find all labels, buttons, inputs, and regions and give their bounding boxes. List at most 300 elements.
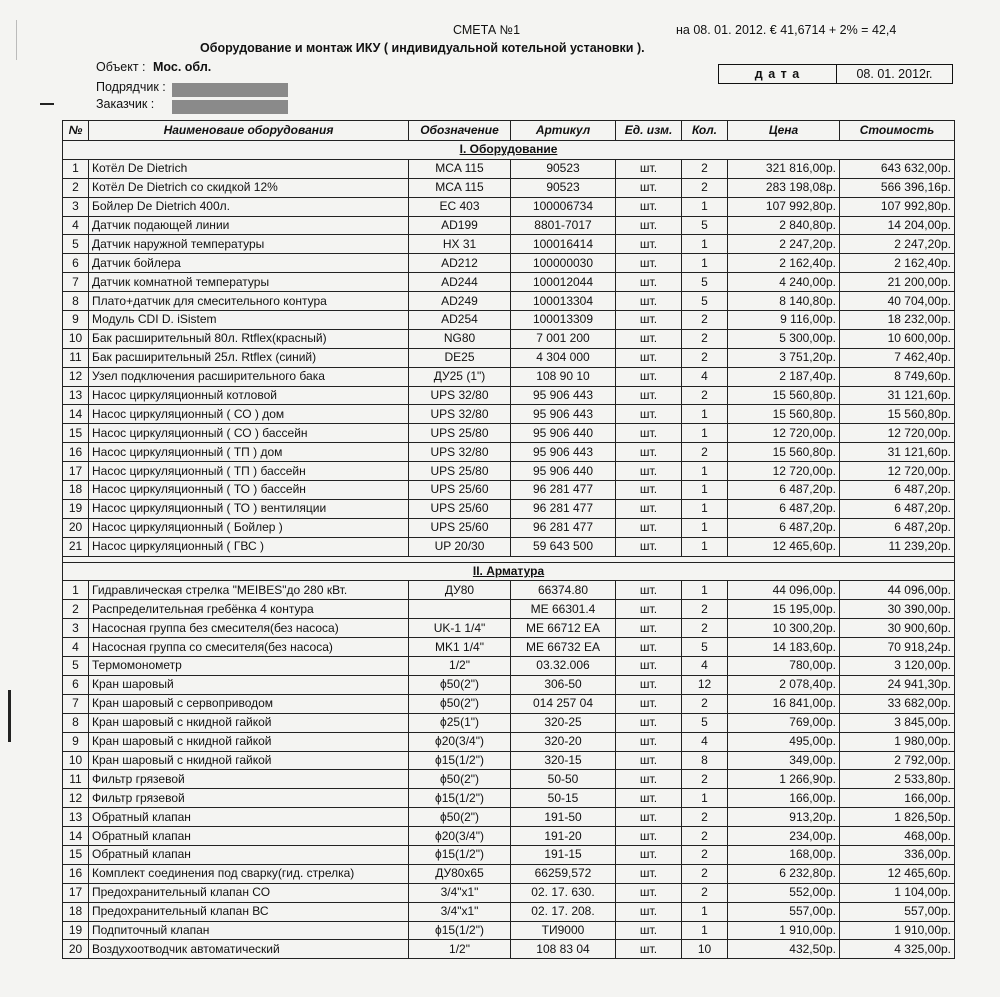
unit: шт. <box>616 462 682 481</box>
article: 95 906 443 <box>511 405 616 424</box>
price: 44 096,00р. <box>728 581 840 600</box>
row-number: 13 <box>63 386 89 405</box>
cost: 468,00р. <box>840 827 955 846</box>
cost: 1 826,50р. <box>840 808 955 827</box>
contractor-redacted <box>172 81 288 99</box>
unit: шт. <box>616 581 682 600</box>
item-name: Обратный клапан <box>89 808 409 827</box>
article: 50-15 <box>511 789 616 808</box>
row-number: 13 <box>63 808 89 827</box>
row-number: 2 <box>63 178 89 197</box>
col-header-unit: Ед. изм. <box>616 121 682 141</box>
designation: ϕ15(1/2") <box>409 845 511 864</box>
quantity: 2 <box>682 770 728 789</box>
unit: шт. <box>616 864 682 883</box>
item-name: Модуль CDI D. iSistem <box>89 311 409 330</box>
unit: шт. <box>616 443 682 462</box>
table-row <box>63 675 955 694</box>
estimate-table <box>62 120 955 959</box>
cost: 40 704,00р. <box>840 292 955 311</box>
quantity: 2 <box>682 883 728 902</box>
price: 168,00р. <box>728 845 840 864</box>
table-row <box>63 499 955 518</box>
quantity: 10 <box>682 940 728 959</box>
price: 6 232,80р. <box>728 864 840 883</box>
quantity: 2 <box>682 178 728 197</box>
unit: шт. <box>616 518 682 537</box>
row-number: 17 <box>63 883 89 902</box>
unit: шт. <box>616 405 682 424</box>
cost: 1 910,00р. <box>840 921 955 940</box>
article: 50-50 <box>511 770 616 789</box>
item-name: Кран шаровый с сервоприводом <box>89 694 409 713</box>
price: 107 992,80р. <box>728 197 840 216</box>
article: 320-20 <box>511 732 616 751</box>
table-row <box>63 518 955 537</box>
quantity: 2 <box>682 808 728 827</box>
item-name: Фильтр грязевой <box>89 789 409 808</box>
article: 191-20 <box>511 827 616 846</box>
article: 7 001 200 <box>511 329 616 348</box>
unit: шт. <box>616 499 682 518</box>
item-name: Комплект соединения под сварку(гид. стрелка) <box>89 864 409 883</box>
section-title: II. Арматура <box>63 562 955 581</box>
col-header-number: № <box>63 121 89 141</box>
item-name: Датчик бойлера <box>89 254 409 273</box>
table-row <box>63 713 955 732</box>
cost: 566 396,16р. <box>840 178 955 197</box>
cost: 2 792,00р. <box>840 751 955 770</box>
article: 66259,572 <box>511 864 616 883</box>
designation: 1/2" <box>409 657 511 676</box>
section-row <box>63 141 955 160</box>
table-row <box>63 827 955 846</box>
unit: шт. <box>616 273 682 292</box>
table-row <box>63 921 955 940</box>
article: 96 281 477 <box>511 481 616 500</box>
item-name: Обратный клапан <box>89 827 409 846</box>
price: 3 751,20р. <box>728 348 840 367</box>
item-name: Насос циркуляционный ( ГВС ) <box>89 537 409 556</box>
item-name: Датчик наружной температуры <box>89 235 409 254</box>
cost: 2 533,80р. <box>840 770 955 789</box>
table-row <box>63 732 955 751</box>
quantity: 5 <box>682 292 728 311</box>
article: 95 906 443 <box>511 443 616 462</box>
row-number: 1 <box>63 581 89 600</box>
table-row <box>63 845 955 864</box>
unit: шт. <box>616 883 682 902</box>
item-name: Кран шаровый с нкидной гайкой <box>89 751 409 770</box>
table-header-row <box>63 121 955 141</box>
price: 2 187,40р. <box>728 367 840 386</box>
price: 6 487,20р. <box>728 481 840 500</box>
price: 15 560,80р. <box>728 405 840 424</box>
quantity: 5 <box>682 273 728 292</box>
designation: UPS 25/60 <box>409 499 511 518</box>
quantity: 1 <box>682 902 728 921</box>
price: 432,50р. <box>728 940 840 959</box>
date-box <box>718 64 953 84</box>
designation <box>409 600 511 619</box>
designation: UPS 25/60 <box>409 518 511 537</box>
table-row <box>63 883 955 902</box>
row-number: 11 <box>63 348 89 367</box>
item-name: Насос циркуляционный ( ТП ) дом <box>89 443 409 462</box>
price: 2 162,40р. <box>728 254 840 273</box>
item-name: Насос циркуляционный ( ТП ) бассейн <box>89 462 409 481</box>
cost: 6 487,20р. <box>840 499 955 518</box>
table-row <box>63 902 955 921</box>
cost: 4 325,00р. <box>840 940 955 959</box>
object-value: Мос. обл. <box>153 60 212 74</box>
table-row <box>63 443 955 462</box>
cost: 1 980,00р. <box>840 732 955 751</box>
table-row <box>63 197 955 216</box>
designation: NG80 <box>409 329 511 348</box>
designation: 3/4"x1" <box>409 883 511 902</box>
row-number: 18 <box>63 902 89 921</box>
table-row <box>63 348 955 367</box>
cost: 3 120,00р. <box>840 657 955 676</box>
unit: шт. <box>616 827 682 846</box>
designation: 3/4"x1" <box>409 902 511 921</box>
designation: ϕ20(3/4") <box>409 732 511 751</box>
cost: 2 247,20р. <box>840 235 955 254</box>
article: 014 257 04 <box>511 694 616 713</box>
table-row <box>63 638 955 657</box>
price: 5 300,00р. <box>728 329 840 348</box>
table-row <box>63 254 955 273</box>
article: ME 66301.4 <box>511 600 616 619</box>
row-number: 8 <box>63 713 89 732</box>
row-number: 7 <box>63 694 89 713</box>
designation: EC 403 <box>409 197 511 216</box>
item-name: Воздухоотводчик автоматический <box>89 940 409 959</box>
quantity: 4 <box>682 367 728 386</box>
cost: 557,00р. <box>840 902 955 921</box>
col-header-price: Цена <box>728 121 840 141</box>
item-name: Насосная группа без смесителя(без насоса) <box>89 619 409 638</box>
designation: MCA 115 <box>409 178 511 197</box>
designation: UPS 25/80 <box>409 424 511 443</box>
designation: DE25 <box>409 348 511 367</box>
price: 2 078,40р. <box>728 675 840 694</box>
table-row <box>63 292 955 311</box>
price: 2 840,80р. <box>728 216 840 235</box>
cost: 12 720,00р. <box>840 462 955 481</box>
row-number: 6 <box>63 254 89 273</box>
cost: 336,00р. <box>840 845 955 864</box>
price: 12 720,00р. <box>728 424 840 443</box>
price: 321 816,00р. <box>728 159 840 178</box>
price: 349,00р. <box>728 751 840 770</box>
unit: шт. <box>616 178 682 197</box>
unit: шт. <box>616 789 682 808</box>
row-number: 18 <box>63 481 89 500</box>
price: 769,00р. <box>728 713 840 732</box>
article: 90523 <box>511 159 616 178</box>
price: 15 195,00р. <box>728 600 840 619</box>
item-name: Насос циркуляционный котловой <box>89 386 409 405</box>
unit: шт. <box>616 902 682 921</box>
cost: 166,00р. <box>840 789 955 808</box>
cost: 6 487,20р. <box>840 518 955 537</box>
row-number: 15 <box>63 424 89 443</box>
quantity: 1 <box>682 518 728 537</box>
unit: шт. <box>616 713 682 732</box>
unit: шт. <box>616 216 682 235</box>
row-number: 8 <box>63 292 89 311</box>
row-number: 15 <box>63 845 89 864</box>
quantity: 2 <box>682 386 728 405</box>
row-number: 19 <box>63 921 89 940</box>
price: 2 247,20р. <box>728 235 840 254</box>
col-header-qty: Кол. <box>682 121 728 141</box>
price: 10 300,20р. <box>728 619 840 638</box>
article: ME 66732 EA <box>511 638 616 657</box>
article: 191-50 <box>511 808 616 827</box>
row-number: 16 <box>63 443 89 462</box>
quantity: 1 <box>682 462 728 481</box>
article: 100013304 <box>511 292 616 311</box>
table-row <box>63 481 955 500</box>
cost: 10 600,00р. <box>840 329 955 348</box>
unit: шт. <box>616 694 682 713</box>
table-row <box>63 329 955 348</box>
price: 1 910,00р. <box>728 921 840 940</box>
table-row <box>63 751 955 770</box>
price: 12 465,60р. <box>728 537 840 556</box>
item-name: Обратный клапан <box>89 845 409 864</box>
item-name: Подпиточный клапан <box>89 921 409 940</box>
designation: ϕ50(2") <box>409 694 511 713</box>
designation: AD212 <box>409 254 511 273</box>
designation: UPS 32/80 <box>409 386 511 405</box>
designation: UPS 25/60 <box>409 481 511 500</box>
item-name: Бак расширительный 25л. Rtflex (синий) <box>89 348 409 367</box>
cost: 6 487,20р. <box>840 481 955 500</box>
quantity: 1 <box>682 197 728 216</box>
unit: шт. <box>616 159 682 178</box>
table-row <box>63 273 955 292</box>
unit: шт. <box>616 197 682 216</box>
unit: шт. <box>616 386 682 405</box>
quantity: 1 <box>682 405 728 424</box>
quantity: 1 <box>682 235 728 254</box>
item-name: Котёл De Dietrich <box>89 159 409 178</box>
item-name: Узел подключения расширительного бака <box>89 367 409 386</box>
cost: 31 121,60р. <box>840 443 955 462</box>
quantity: 1 <box>682 481 728 500</box>
row-number: 9 <box>63 732 89 751</box>
article: 4 304 000 <box>511 348 616 367</box>
row-number: 20 <box>63 518 89 537</box>
unit: шт. <box>616 619 682 638</box>
designation: UPS 32/80 <box>409 405 511 424</box>
article: 90523 <box>511 178 616 197</box>
article: 02. 17. 208. <box>511 902 616 921</box>
cost: 30 900,60р. <box>840 619 955 638</box>
unit: шт. <box>616 600 682 619</box>
article: 191-15 <box>511 845 616 864</box>
quantity: 4 <box>682 732 728 751</box>
cost: 12 465,60р. <box>840 864 955 883</box>
quantity: 2 <box>682 311 728 330</box>
quantity: 2 <box>682 827 728 846</box>
row-number: 16 <box>63 864 89 883</box>
unit: шт. <box>616 770 682 789</box>
price: 495,00р. <box>728 732 840 751</box>
cost: 2 162,40р. <box>840 254 955 273</box>
article: 03.32.006 <box>511 657 616 676</box>
quantity: 1 <box>682 424 728 443</box>
item-name: Насосная группа со смесителя(без насоса) <box>89 638 409 657</box>
article: 306-50 <box>511 675 616 694</box>
unit: шт. <box>616 367 682 386</box>
table-row <box>63 694 955 713</box>
price: 6 487,20р. <box>728 518 840 537</box>
row-number: 6 <box>63 675 89 694</box>
price: 913,20р. <box>728 808 840 827</box>
designation: 1/2" <box>409 940 511 959</box>
cost: 643 632,00р. <box>840 159 955 178</box>
table-row <box>63 462 955 481</box>
unit: шт. <box>616 348 682 367</box>
row-number: 10 <box>63 751 89 770</box>
quantity: 1 <box>682 789 728 808</box>
row-number: 4 <box>63 216 89 235</box>
article: 320-25 <box>511 713 616 732</box>
row-number: 12 <box>63 789 89 808</box>
price: 14 183,60р. <box>728 638 840 657</box>
unit: шт. <box>616 921 682 940</box>
table-row <box>63 808 955 827</box>
scan-mark <box>8 690 11 742</box>
article: 100012044 <box>511 273 616 292</box>
item-name: Датчик подающей линии <box>89 216 409 235</box>
col-header-cost: Стоимость <box>840 121 955 141</box>
designation: ϕ15(1/2") <box>409 751 511 770</box>
table-row <box>63 864 955 883</box>
section-title: I. Оборудование <box>63 141 955 160</box>
unit: шт. <box>616 329 682 348</box>
customer-redacted <box>172 98 288 116</box>
designation: UP 20/30 <box>409 537 511 556</box>
quantity: 5 <box>682 216 728 235</box>
quantity: 2 <box>682 845 728 864</box>
table-row <box>63 424 955 443</box>
row-number: 1 <box>63 159 89 178</box>
object-label: Объект : <box>96 60 146 74</box>
row-number: 10 <box>63 329 89 348</box>
item-name: Насос циркуляционный ( ТО ) вентиляции <box>89 499 409 518</box>
item-name: Предохранительный клапан СО <box>89 883 409 902</box>
article: 108 90 10 <box>511 367 616 386</box>
article: 95 906 440 <box>511 462 616 481</box>
designation: AD199 <box>409 216 511 235</box>
item-name: Насос циркуляционный ( СО ) бассейн <box>89 424 409 443</box>
row-number: 14 <box>63 827 89 846</box>
quantity: 2 <box>682 443 728 462</box>
quantity: 2 <box>682 600 728 619</box>
item-name: Кран шаровый <box>89 675 409 694</box>
article: ME 66712 EA <box>511 619 616 638</box>
quantity: 2 <box>682 619 728 638</box>
quantity: 2 <box>682 348 728 367</box>
price: 6 487,20р. <box>728 499 840 518</box>
cost: 8 749,60р. <box>840 367 955 386</box>
row-number: 19 <box>63 499 89 518</box>
designation: AD249 <box>409 292 511 311</box>
row-number: 14 <box>63 405 89 424</box>
cost: 44 096,00р. <box>840 581 955 600</box>
designation: ϕ15(1/2") <box>409 789 511 808</box>
quantity: 2 <box>682 864 728 883</box>
designation: ϕ50(2") <box>409 808 511 827</box>
col-header-name: Наименоваие оборудования <box>89 121 409 141</box>
section-row <box>63 562 955 581</box>
price: 552,00р. <box>728 883 840 902</box>
article: 100016414 <box>511 235 616 254</box>
table-row <box>63 216 955 235</box>
designation: AD244 <box>409 273 511 292</box>
quantity: 8 <box>682 751 728 770</box>
quantity: 1 <box>682 254 728 273</box>
designation: MK1 1/4" <box>409 638 511 657</box>
cost: 21 200,00р. <box>840 273 955 292</box>
price: 780,00р. <box>728 657 840 676</box>
item-name: Гидравлическая стрелка "MEIBES"до 280 кВт. <box>89 581 409 600</box>
article: 95 906 443 <box>511 386 616 405</box>
price: 15 560,80р. <box>728 443 840 462</box>
scan-mark <box>16 20 17 60</box>
article: 95 906 440 <box>511 424 616 443</box>
unit: шт. <box>616 638 682 657</box>
cost: 30 390,00р. <box>840 600 955 619</box>
date-label: д а т а <box>719 65 837 83</box>
unit: шт. <box>616 311 682 330</box>
price: 283 198,08р. <box>728 178 840 197</box>
designation: UK-1 1/4" <box>409 619 511 638</box>
unit: шт. <box>616 940 682 959</box>
article: 100013309 <box>511 311 616 330</box>
unit: шт. <box>616 808 682 827</box>
table-row <box>63 178 955 197</box>
cost: 33 682,00р. <box>840 694 955 713</box>
designation: ϕ15(1/2") <box>409 921 511 940</box>
article: 02. 17. 630. <box>511 883 616 902</box>
designation: MCA 115 <box>409 159 511 178</box>
item-name: Насос циркуляционный ( ТО ) бассейн <box>89 481 409 500</box>
unit: шт. <box>616 732 682 751</box>
designation: HX 31 <box>409 235 511 254</box>
quantity: 5 <box>682 638 728 657</box>
table-row <box>63 770 955 789</box>
scan-mark <box>40 103 54 105</box>
designation: UPS 32/80 <box>409 443 511 462</box>
unit: шт. <box>616 845 682 864</box>
quantity: 2 <box>682 694 728 713</box>
table-row <box>63 657 955 676</box>
row-number: 3 <box>63 619 89 638</box>
row-number: 5 <box>63 235 89 254</box>
article: 59 643 500 <box>511 537 616 556</box>
price: 15 560,80р. <box>728 386 840 405</box>
col-header-article: Артикул <box>511 121 616 141</box>
quantity: 1 <box>682 921 728 940</box>
row-number: 21 <box>63 537 89 556</box>
